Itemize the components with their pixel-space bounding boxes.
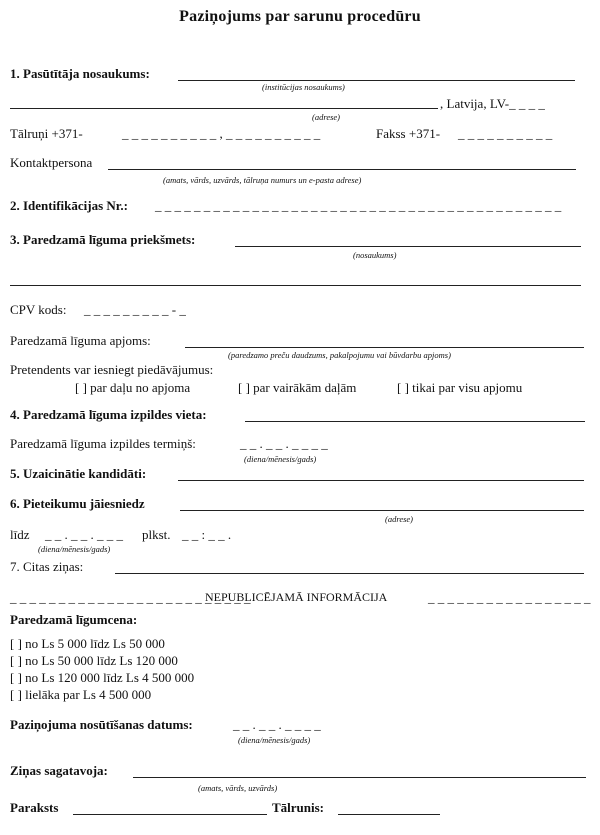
volume-caption: (paredzamo preču daudzums, pakalpojumu vai būvdarbu apjoms): [228, 350, 451, 360]
fax-blanks[interactable]: _ _ _ _ _ _ _ _ _ _: [458, 126, 553, 141]
cpv-label: CPV kods:: [10, 302, 67, 317]
applications-address-field[interactable]: [180, 510, 584, 511]
identification-label: 2. Identifikācijas Nr.:: [10, 198, 128, 213]
volume-label: Paredzamā līguma apjoms:: [10, 333, 151, 348]
subject-field[interactable]: [235, 246, 581, 247]
address-field[interactable]: [10, 108, 438, 109]
latvija-postcode: , Latvija, LV-_ _ _ _: [440, 96, 545, 111]
customer-name-label: 1. Pasūtītāja nosaukums:: [10, 66, 150, 81]
price-option-2[interactable]: [ ] no Ls 50 000 līdz Ls 120 000: [10, 653, 178, 668]
deadline-blanks[interactable]: _ _ . _ _ . _ _ _ _: [240, 436, 328, 451]
sending-date-caption: (diena/mēnesis/gads): [238, 735, 311, 745]
prepared-by-label: Ziņas sagatavoja:: [10, 763, 108, 778]
applications-label: 6. Pieteikumu jāiesniedz: [10, 496, 145, 511]
prepared-by-field[interactable]: [133, 777, 586, 778]
contact-caption: (amats, vārds, uzvārds, tālruņa numurs un e-pasta adrese): [163, 175, 362, 185]
customer-name-field[interactable]: [178, 80, 575, 81]
place-field[interactable]: [245, 421, 585, 422]
deadline-label: Paredzamā līguma izpildes termiņš:: [10, 436, 196, 451]
contact-label: Kontaktpersona: [10, 155, 93, 170]
signature-label: Paraksts: [10, 800, 59, 815]
place-label: 4. Paredzamā līguma izpildes vieta:: [10, 407, 207, 422]
prepared-by-caption: (amats, vārds, uzvārds): [198, 783, 278, 793]
volume-field[interactable]: [185, 347, 584, 348]
option-several-parts[interactable]: [ ] par vairākām daļām: [238, 380, 357, 395]
nonpublic-dashes-left: _ _ _ _ _ _ _ _ _ _ _ _ _ _ _ _ _ _ _ _ _ _ _ _ _: [10, 590, 251, 605]
time-label: plkst.: [142, 527, 171, 542]
other-info-label: 7. Citas ziņas:: [10, 559, 84, 574]
until-label: līdz: [10, 527, 30, 542]
price-option-4[interactable]: [ ] lielāka par Ls 4 500 000: [10, 687, 152, 702]
phones-label: Tālruņi +371-: [10, 126, 83, 141]
applications-address-caption: (adrese): [385, 514, 414, 524]
institution-caption: (institūcijas nosaukums): [262, 82, 345, 92]
signature-field[interactable]: [73, 814, 267, 815]
other-info-field[interactable]: [115, 573, 584, 574]
price-option-3[interactable]: [ ] no Ls 120 000 līdz Ls 4 500 000: [10, 670, 195, 685]
until-date-caption: (diena/mēnesis/gads): [38, 544, 111, 554]
address-caption: (adrese): [312, 112, 341, 122]
subject-label: 3. Paredzamā līguma priekšmets:: [10, 232, 196, 247]
sending-date-label: Paziņojuma nosūtīšanas datums:: [10, 717, 193, 732]
option-part-scope[interactable]: [ ] par daļu no apjoma: [75, 380, 191, 395]
subject-field-line2[interactable]: [10, 285, 581, 286]
price-label: Paredzamā līgumcena:: [10, 612, 138, 627]
phone-label: Tālrunis:: [272, 800, 325, 815]
cpv-blanks[interactable]: _ _ _ _ _ _ _ _ _ - _: [84, 302, 186, 317]
deadline-date-caption: (diena/mēnesis/gads): [244, 454, 317, 464]
invited-field[interactable]: [178, 480, 584, 481]
option-full-scope[interactable]: [ ] tikai par visu apjomu: [397, 380, 523, 395]
contact-field[interactable]: [108, 169, 576, 170]
until-date-blanks[interactable]: _ _ . _ _ . _ _ _: [45, 527, 123, 542]
phones-blanks[interactable]: _ _ _ _ _ _ _ _ _ _ , _ _ _ _ _ _ _ _ _ _: [122, 126, 321, 141]
nonpublic-heading: NEPUBLICĒJAMĀ INFORMĀCIJA: [205, 590, 388, 604]
identification-blanks[interactable]: _ _ _ _ _ _ _ _ _ _ _ _ _ _ _ _ _ _ _ _ _ _ _ _ _ _ _ _ _ _ _ _ _ _ _ _ _ _ _ _ _ _: [155, 198, 562, 213]
nonpublic-dashes-right: _ _ _ _ _ _ _ _ _ _ _ _ _ _ _ _ _: [428, 590, 591, 605]
name-caption: (nosaukums): [353, 250, 397, 260]
tender-label: Pretendents var iesniegt piedāvājumus:: [10, 362, 214, 377]
invited-label: 5. Uzaicinātie kandidāti:: [10, 466, 147, 481]
time-blanks[interactable]: _ _ : _ _ .: [182, 527, 232, 542]
sending-date-blanks[interactable]: _ _ . _ _ . _ _ _ _: [233, 717, 321, 732]
price-option-1[interactable]: [ ] no Ls 5 000 līdz Ls 50 000: [10, 636, 165, 651]
phone-field[interactable]: [338, 814, 440, 815]
page-title: Paziņojums par sarunu procedūru: [179, 8, 421, 25]
fax-label: Fakss +371-: [376, 126, 441, 141]
